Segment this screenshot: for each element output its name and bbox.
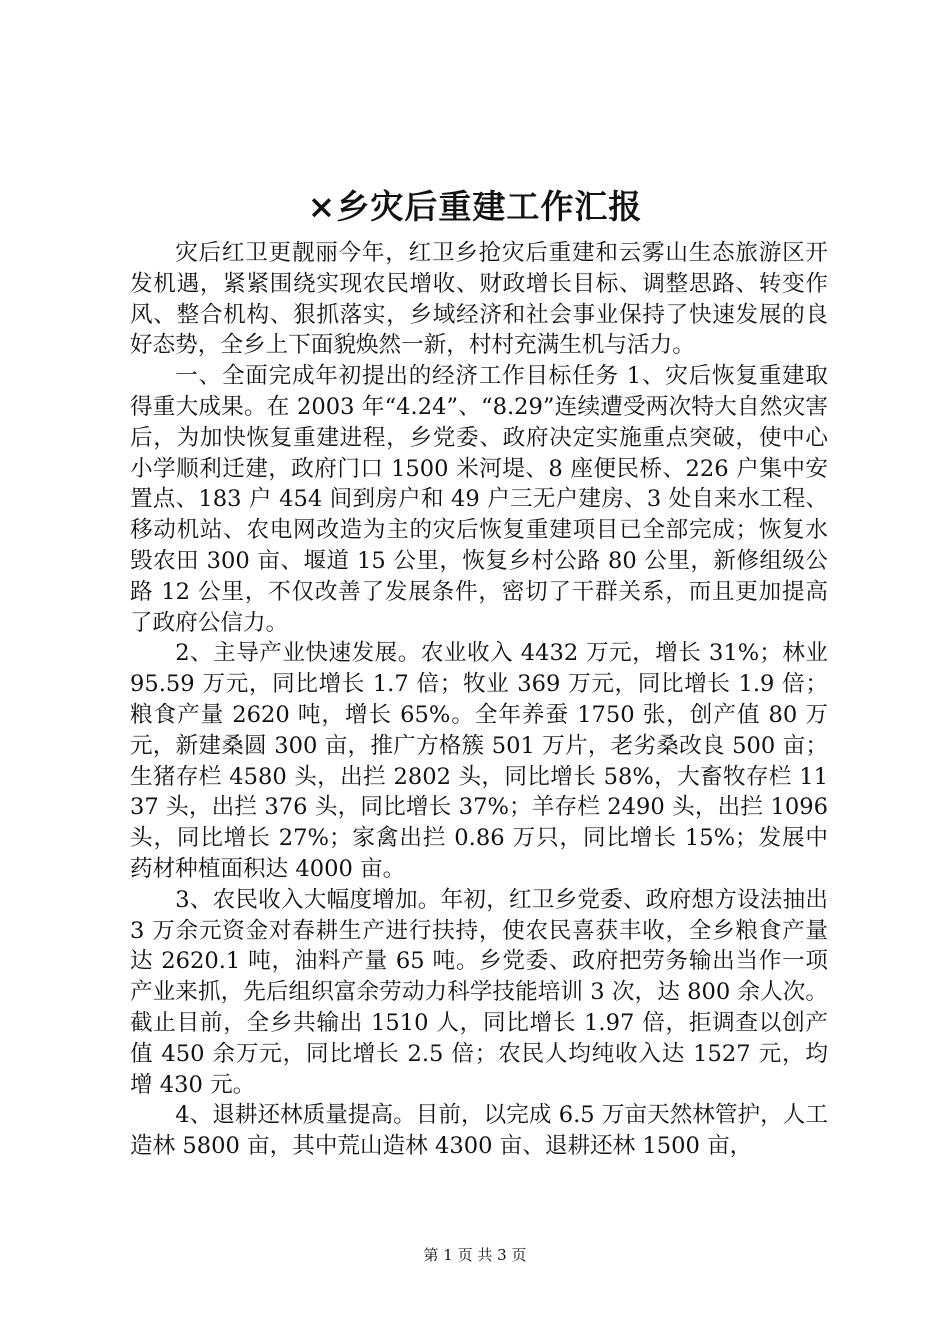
page-footer: 第 1 页 共 3 页 xyxy=(423,1246,527,1264)
paragraph-section-3: 3、农民收入大幅度增加。年初，红卫乡党委、政府想方设法抽出 3 万余元资金对春耕生产进行扶持，使农民喜获丰收，全乡粮食产量达 2620.1 吨，油料产量 65 吨。乡党委、政府把劳务输出当作一项产业来抓，先后组织富余劳动力科学技能培训 3 次，达 800 余人次。截止目前，全乡共输出 1510 人，同比增长 1.97 倍，拒调查以创产值 450 余万元，同比增长 2.5 倍；农民人均纯收入达 1527 元，均增 430 元。 xyxy=(130,886,828,1098)
paragraph-section-2: 2、主导产业快速发展。农业收入 4432 万元，增长 31%；林业 95.59 万元，同比增长 1.7 倍；牧业 369 万元，同比增长 1.9 倍；粮食产量 2620 吨，增长 65%。全年养蚕 1750 张，创产值 80 万元，新建桑圆 300 亩，推广方格簇 501 万片，老劣桑改良 500 亩；生猪存栏 4580 头，出拦 2802 头，同比增长 58%，大畜牧存栏 1137 头，出拦 376 头，同比增长 37%；羊存栏 2490 头，出拦 1096 头，同比增长 27%；家禽出拦 0.86 万只，同比增长 15%；发展中药材种植面积达 4000 亩。 xyxy=(130,640,828,882)
document-body xyxy=(130,238,828,1162)
document-title: ×乡灾后重建工作汇报 xyxy=(307,187,643,226)
paragraph-section-1: 一、全面完成年初提出的经济工作目标任务 1、灾后恢复重建取得重大成果。在 2003 年“4.24”、“8.29”连续遭受两次特大自然灾害后，为加快恢复重建进程，乡党委、政府决定实施重点突破，使中心小学顺利迁建，政府门口 1500 米河堤、8 座便民桥、226 户集中安置点、183 户 454 间到房户和 49 户三无户建房、3 处自来水工程、移动机站、农电网改造为主的灾后恢复重建项目已全部完成；恢复水毁农田 300 亩、堰道 15 公里，恢复乡村公路 80 公里，新修组级公路 12 公里，不仅改善了发展条件，密切了干群关系，而且更加提高了政府公信力。 xyxy=(130,363,828,636)
paragraph-intro: 灾后红卫更靓丽今年，红卫乡抢灾后重建和云雾山生态旅游区开发机遇，紧紧围绕实现农民增收、财政增长目标、调整思路、转变作风、整合机构、狠抓落实，乡域经济和社会事业保持了快速发展的良好态势，全乡上下面貌焕然一新，村村充满生机与活力。 xyxy=(130,240,828,359)
paragraph-section-4: 4、退耕还林质量提高。目前，以完成 6.5 万亩天然林管护，人工造林 5800 亩，其中荒山造林 4300 亩、退耕还林 1500 亩， xyxy=(130,1102,828,1160)
